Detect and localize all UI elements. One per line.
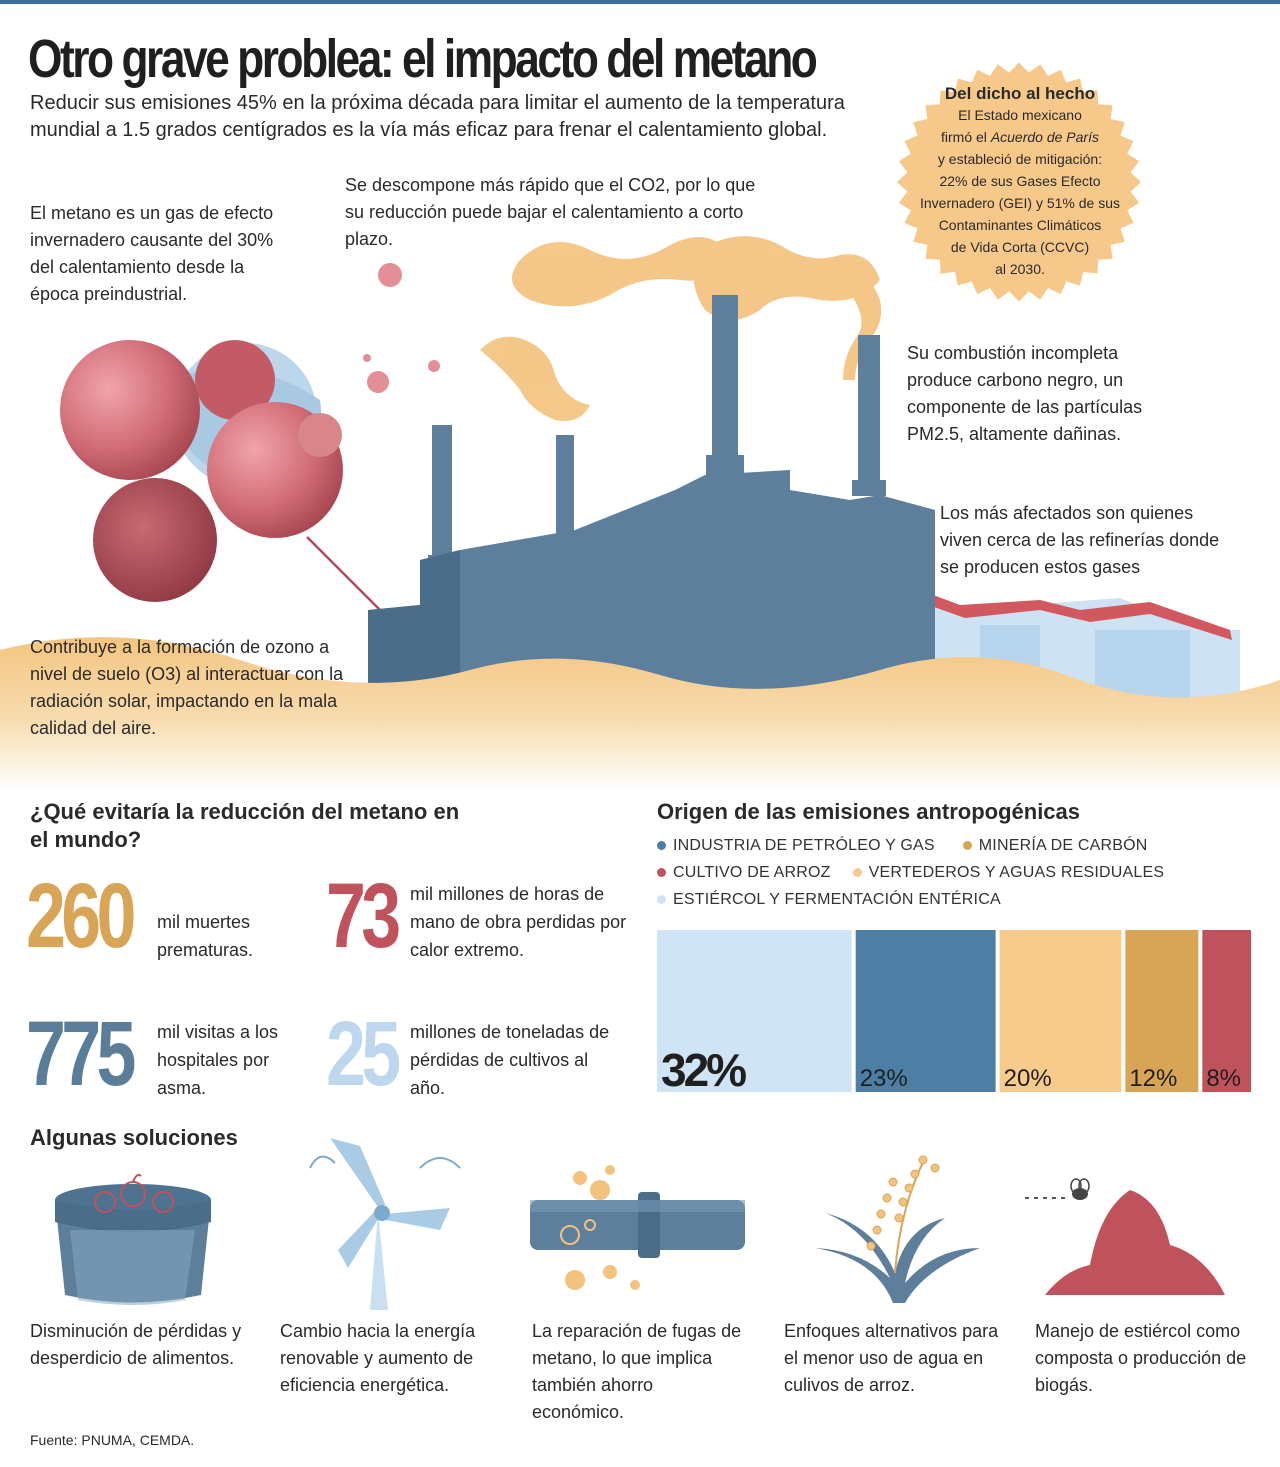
seal-line: firmó el — [941, 129, 991, 145]
legend-swatch — [963, 841, 972, 850]
solution-text: Cambio hacia la energía renovable y aumento de eficiencia energética. — [280, 1321, 476, 1395]
stat-text: millones de toneladas de pérdidas de cultivos al año. — [410, 1022, 610, 1098]
seal-line: Contaminantes Climáticos — [938, 217, 1102, 233]
seal-line: y estableció de mitigación: — [937, 151, 1103, 167]
legend-swatch — [657, 841, 666, 850]
legend-label: MINERÍA DE CARBÓN — [978, 836, 1148, 854]
solution-text: Enfoques alternativos para el menor uso de agua en culivos de arroz. — [784, 1321, 999, 1395]
solutions-heading: Algunas soluciones — [30, 1125, 238, 1150]
stat-number: 775 — [26, 1003, 132, 1105]
chart-title: Origen de las emisiones antropogénicas — [657, 799, 1081, 824]
fact-combustion: Su combustión incompleta produce carbono negro, un componente de las partículas PM2.5, altamente dañinas. — [907, 343, 1143, 444]
wind-turbine-icon — [300, 1138, 490, 1313]
bar-value-label: 20% — [1003, 1065, 1052, 1092]
stat-number: 25 — [326, 1003, 397, 1105]
source-note: Fuente: PNUMA, CEMDA. — [30, 1432, 195, 1448]
stat-text: mil visitas a los hospitales por asma. — [157, 1022, 279, 1098]
fact-ozone: Contribuye a la formación de ozono a nivel de suelo (O3) al interactuar con la radiación solar, impactando en la mala calidad del aire. — [30, 637, 344, 738]
legend-label: ESTIÉRCOL Y FERMENTACIÓN ENTÉRICA — [673, 890, 1001, 908]
seal-line: de Vida Corta (CCVC) — [950, 239, 1090, 255]
food-bin-icon — [45, 1160, 225, 1310]
methane-molecule-icon — [60, 340, 343, 602]
pipe-leak-icon — [530, 1160, 750, 1300]
smoke-plumes — [480, 236, 881, 421]
stat-text: mil muertes prematuras. — [157, 912, 254, 960]
legend-swatch — [657, 868, 666, 877]
bar-value-label: 12% — [1129, 1065, 1178, 1092]
seal-line: Invernadero (GEI) y 51% de sus — [920, 195, 1120, 211]
stat-number: 260 — [26, 865, 132, 967]
seal-line: al 2030. — [995, 261, 1045, 277]
solution-text: Manejo de estiércol como composta o producción de biogás. — [1035, 1321, 1247, 1395]
seal-line: 22% de sus Gases Efecto — [939, 173, 1101, 189]
legend-swatch — [853, 868, 862, 877]
page-title: Otro grave problea: el impacto del metano — [28, 29, 816, 89]
seal-title: Del dicho al hecho — [944, 84, 1096, 103]
legend-item — [963, 832, 1148, 859]
seal-emphasis: Acuerdo de París — [990, 129, 1099, 145]
bar-value-label: 8% — [1206, 1065, 1242, 1092]
stat-number: 73 — [326, 865, 397, 967]
manure-pile-icon — [1020, 1170, 1230, 1300]
legend-swatch — [657, 895, 666, 904]
legend-item — [853, 859, 1165, 886]
solution-text: La reparación de fugas de metano, lo que implica también ahorro económico. — [532, 1321, 742, 1422]
fact-affected: Los más afectados son quienes viven cerca de las refinerías donde se producen estos gases — [940, 503, 1220, 577]
seal-line: El Estado mexicano — [958, 107, 1082, 123]
legend-label: VERTEDEROS Y AGUAS RESIDUALES — [868, 863, 1165, 881]
fact-decomposes: Se descompone más rápido que el CO2, por lo que su reducción puede bajar el calentamiento a corto plazo. — [345, 175, 756, 249]
bar-value-label: 32% — [661, 1044, 745, 1092]
rice-plant-icon — [805, 1138, 985, 1308]
solution-text: Disminución de pérdidas y desperdicio de alimentos. — [30, 1321, 242, 1368]
bar-value-label: 23% — [859, 1065, 908, 1092]
legend-item — [657, 832, 935, 859]
page-subtitle: Reducir sus emisiones 45% en la próxima década para limitar el aumento de la temperatura mundial a 1.5 grados centígrados es la vía más eficaz para frenar el calentamiento global. — [30, 92, 845, 141]
stat-text: mil millones de horas de mano de obra perdidas por calor extremo. — [410, 884, 627, 960]
legend-item — [657, 886, 1001, 913]
top-rule — [0, 0, 1280, 4]
legend-item — [657, 859, 831, 886]
legend-label: INDUSTRIA DE PETRÓLEO Y GAS — [673, 836, 935, 854]
legend-label: CULTIVO DE ARROZ — [673, 863, 831, 881]
fact-methane-gas: El metano es un gas de efecto invernadero causante del 30% del calentamiento desde la época preindustrial. — [30, 203, 274, 304]
chart-legend — [657, 832, 1257, 913]
emissions-chart — [657, 930, 1251, 1092]
reduction-heading: ¿Qué evitaría la reducción del metano en el mundo? — [30, 799, 460, 852]
